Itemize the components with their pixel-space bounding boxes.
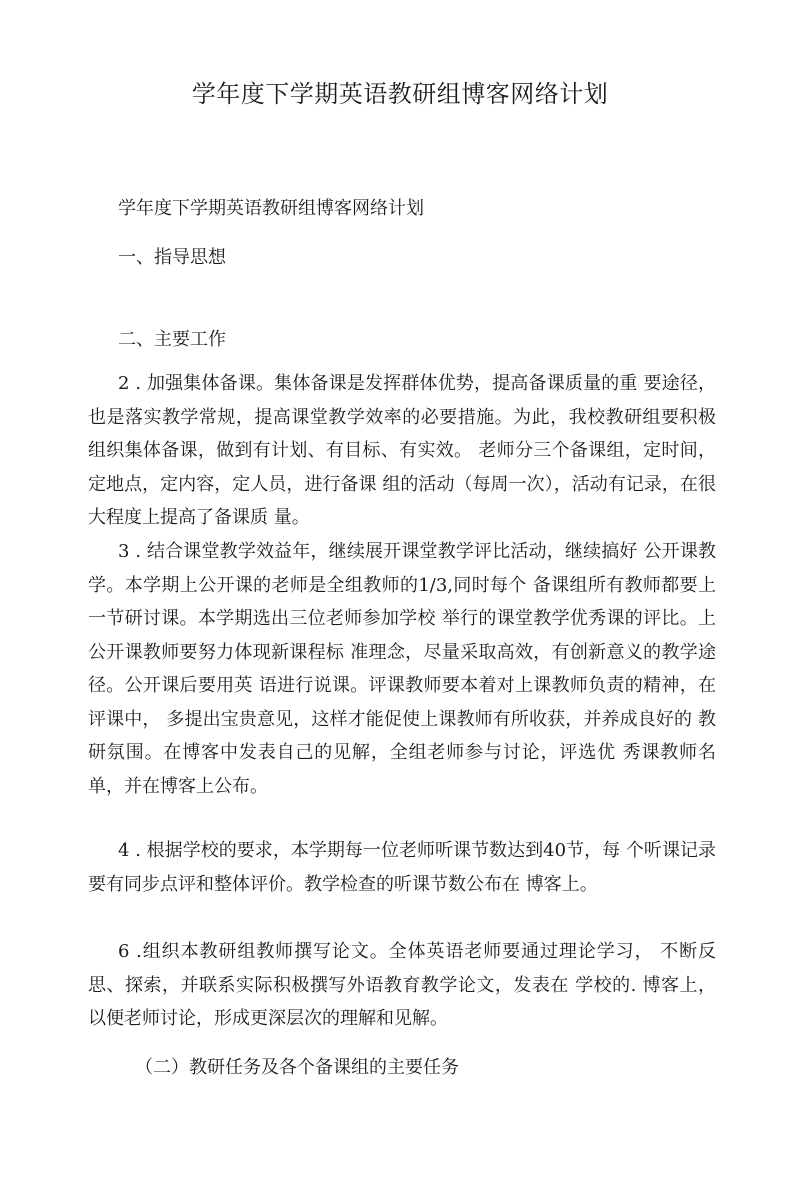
document-subtitle: 学年度下学期英语教研组博客网络计划 [118,198,424,219]
document-title: 学年度下学期英语教研组博客网络计划 [191,80,609,108]
paragraph-lesson-observation: 4 . 根据学校的要求，本学期每一位老师听课节数达到40节，每 个听课记录要有同步点评和整体评价。教学检查的听课节数公布在 博客上。 [88,840,716,895]
subsection-heading-research-tasks: （二）教研任务及各个备课组的主要任务 [135,1057,459,1078]
section-heading-guiding-thought: 一、指导思想 [118,247,226,268]
paragraph-collective-lesson-prep: 2 . 加强集体备课。集体备课是发挥群体优势，提高备课质量的重 要途径，也是落实教学常规，提高课堂教学效率的必要措施。为此，我校教研组要积极组织集体备课，做到有计划、有目标、有实效。 老师分三个备课组，定时间，定地点，定内容，定人员，进行备课 组的活动（每周一次），活动有记录，在很大程度上提高了备课质 量。 [88,373,716,528]
paragraph-paper-writing: 6 .组织本教研组教师撰写论文。全体英语老师要通过理论学习， 不断反思、探索，并联系实际积极撰写外语教育教学论文，发表在 学校的. 博客上，以便老师讨论，形成更深层次的理解和见解。 [88,941,716,1029]
section-heading-main-work: 二、主要工作 [118,329,226,350]
paragraph-open-class-teaching: 3 . 结合课堂教学效益年，继续展开课堂教学评比活动，继续搞好 公开课教学。本学期上公开课的老师是全组教师的1/3,同时每个 备课组所有教师都要上一节研讨课。本学期选出三位老师参加学校 举行的课堂教学优秀课的评比。上公开课教师要努力体现新课程标 准理念，尽量采取高效，有创新意义的教学途径。公开课后要用英 语进行说课。评课教师要本着对上课教师负责的精神，在评课中， 多提出宝贵意见，这样才能促使上课教师有所收获，并养成良好的 教研氛围。在博客中发表自己的见解，全组老师参与讨论，评选优 秀课教师名单，并在博客上公布。 [88,541,716,797]
